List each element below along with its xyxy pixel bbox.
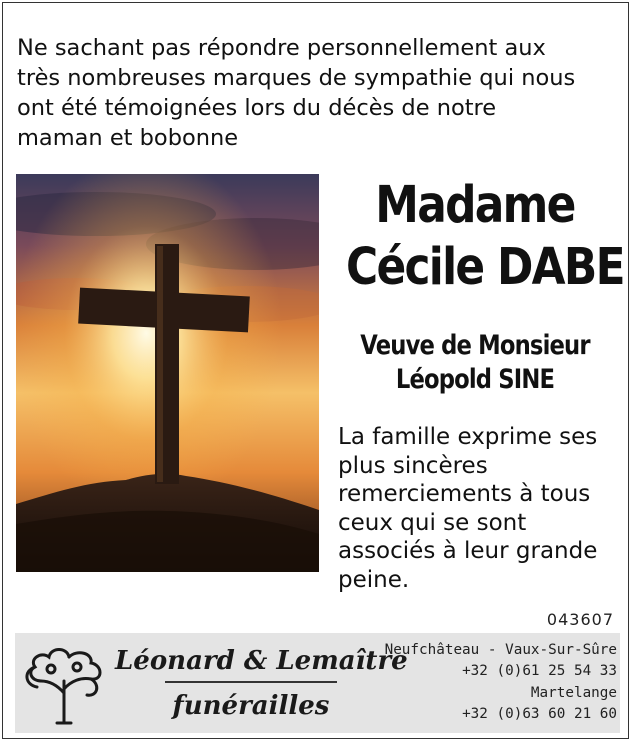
obituary-notice [2, 2, 629, 739]
funeral-home-brand [115, 645, 408, 723]
intro-text [17, 33, 617, 153]
intro-line: ont été témoignées lors du décès de notre [17, 95, 497, 121]
intro-line: maman et bobonne [17, 125, 239, 151]
thanks-text [338, 423, 623, 594]
widow-of-name: Léopold SINE [395, 364, 555, 395]
contact-phone: +32 (0)61 25 54 33 [462, 663, 617, 680]
funeral-home-name: Léonard & Lemaître [115, 646, 408, 676]
reference-number: 043607 [546, 610, 614, 629]
funeral-home-subtitle: funérailles [172, 691, 330, 721]
name-title: Madame [375, 176, 575, 235]
name-full: Cécile DABE [346, 238, 624, 297]
thanks-line: ceux qui se sont [338, 509, 527, 536]
tree-icon [21, 641, 107, 729]
deceased-name [325, 175, 625, 299]
contact-phone: +32 (0)63 60 21 60 [462, 705, 617, 722]
thanks-line: plus sincères [338, 452, 488, 479]
intro-line: Ne sachant pas répondre personnellement aux [17, 35, 546, 61]
contact-location: Martelange [530, 684, 617, 701]
thanks-line: peine. [338, 566, 410, 593]
funeral-home-banner [15, 633, 620, 733]
brand-divider [165, 681, 337, 683]
intro-line: très nombreuses marques de sympathie qui nous [17, 65, 576, 91]
cross-sunset-photo [16, 174, 319, 572]
contact-info [385, 640, 617, 725]
thanks-line: remerciements à tous [338, 481, 591, 507]
thanks-line: La famille exprime ses [338, 424, 598, 450]
thanks-line: associés à leur grande [338, 538, 598, 564]
contact-location: Neufchâteau - Vaux-Sur-Sûre [384, 642, 617, 658]
widow-of [325, 329, 625, 397]
widow-of-label: Veuve de Monsieur [360, 330, 590, 361]
